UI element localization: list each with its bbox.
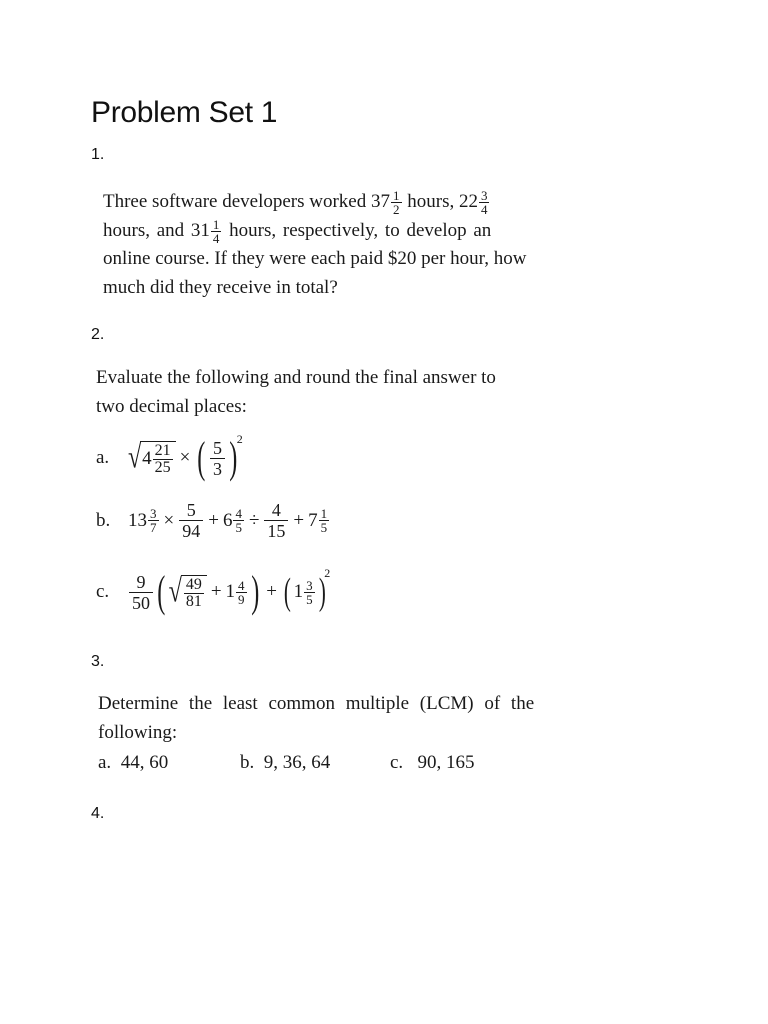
- radicand: [181, 575, 207, 610]
- item-label: c.: [96, 581, 110, 602]
- mixed-number-whole: 4: [142, 448, 152, 469]
- fraction-numerator: 3: [306, 577, 313, 593]
- problem-2-intro-line-1: Evaluate the following and round the final answer to: [96, 367, 496, 388]
- problem-1-line-1: [103, 188, 555, 217]
- lcm-item: [240, 752, 330, 774]
- square-root: [169, 575, 207, 610]
- radical-sign-icon: √: [168, 573, 182, 609]
- fraction-denominator: 15: [267, 521, 286, 541]
- times-operator: ×: [163, 509, 175, 531]
- left-paren-icon: (: [157, 567, 166, 616]
- item-label: a.: [96, 447, 110, 468]
- fraction-numerator: 49: [185, 575, 202, 593]
- exponent: 2: [324, 566, 331, 580]
- square-root: [128, 441, 176, 476]
- plus-operator: +: [210, 581, 222, 602]
- fraction-denominator: 3: [213, 458, 223, 479]
- fraction-numerator: 1: [320, 506, 328, 521]
- mixed-number-whole: 6: [222, 509, 233, 531]
- problem-1-line-3: online course. If they were each paid $20 per hour, how: [103, 248, 527, 269]
- item-label: b.: [240, 752, 255, 773]
- problem-2b-expression: [96, 500, 330, 541]
- problem-3-intro: [98, 690, 535, 747]
- plus-operator: +: [293, 509, 305, 531]
- problem-1-text: [103, 188, 555, 302]
- left-paren-icon: (: [283, 571, 291, 613]
- fraction-denominator: 5: [306, 591, 313, 607]
- fraction-numerator: 5: [179, 500, 203, 521]
- fraction-denominator: 4: [480, 202, 488, 218]
- fraction-denominator: 5: [235, 520, 242, 535]
- problem-1-number: 1.: [91, 146, 105, 163]
- problem-1-line-2: [103, 217, 555, 246]
- right-paren-icon: ): [229, 433, 238, 482]
- problem-2c-expression: [96, 566, 331, 616]
- fraction: [179, 500, 203, 541]
- problem-2-number: 2.: [91, 326, 105, 343]
- fraction-denominator: 2: [393, 202, 400, 218]
- lcm-item: [390, 752, 474, 774]
- fraction-numerator: 3: [150, 506, 157, 521]
- left-paren-icon: (: [197, 433, 206, 482]
- text-fragment: hours, respectively, to develop an: [222, 219, 492, 241]
- fraction: [184, 577, 204, 610]
- mixed-number-whole: 13: [128, 509, 147, 531]
- fraction-numerator: 4: [264, 500, 288, 521]
- mixed-number-whole: 22: [458, 191, 478, 212]
- fraction-numerator: 9: [129, 572, 153, 593]
- fraction: [479, 189, 490, 216]
- lcm-item: [98, 752, 168, 774]
- problem-2-intro-line-2: two decimal places:: [96, 395, 247, 417]
- item-label: a.: [98, 752, 112, 773]
- fraction-numerator: 1: [212, 216, 220, 232]
- fraction-numerator: 3: [480, 188, 488, 204]
- fraction: [304, 579, 315, 606]
- problem-2a-expression: [96, 432, 243, 482]
- fraction: [129, 572, 153, 613]
- fraction-numerator: 4: [235, 506, 242, 521]
- page-title: Problem Set 1: [91, 96, 278, 129]
- fraction-numerator: 4: [238, 577, 245, 593]
- fraction-numerator: 1: [393, 188, 400, 204]
- text-fragment: hours,: [402, 191, 459, 212]
- exponent: 2: [236, 432, 243, 446]
- problem-1-line-4: much did they receive in total?: [103, 276, 338, 298]
- fraction-denominator: 9: [238, 591, 245, 607]
- fraction-denominator: 4: [212, 230, 220, 246]
- problem-2-intro: [96, 364, 556, 421]
- item-label: c.: [390, 752, 404, 773]
- plus-operator: +: [208, 509, 219, 531]
- plus-operator: +: [266, 581, 277, 602]
- item-value: 44, 60: [120, 752, 169, 773]
- fraction-denominator: 7: [150, 520, 157, 535]
- times-operator: ×: [179, 447, 191, 468]
- fraction-denominator: 81: [185, 592, 202, 610]
- text-fragment: hours, and: [103, 219, 191, 241]
- problem-4-number: 4.: [91, 805, 105, 822]
- item-value: 90, 165: [417, 752, 475, 773]
- right-paren-icon: ): [250, 567, 259, 616]
- fraction-denominator: 94: [182, 521, 201, 541]
- problem-3-intro-line-2: following:: [98, 721, 178, 743]
- fraction: [211, 218, 222, 245]
- mixed-number-whole: 7: [308, 509, 318, 531]
- fraction-denominator: 50: [132, 592, 150, 613]
- fraction-denominator: 25: [154, 458, 171, 476]
- problem-3-intro-line-1: Determine the least common multiple (LCM) of the: [98, 693, 535, 714]
- fraction-numerator: 5: [210, 438, 225, 459]
- text-fragment: Three software developers worked: [103, 191, 371, 212]
- fraction: [264, 500, 288, 541]
- fraction: [148, 507, 159, 534]
- radicand: [140, 441, 176, 476]
- fraction: [153, 443, 173, 476]
- mixed-number-whole: 1: [293, 581, 304, 602]
- radical-sign-icon: √: [128, 439, 142, 475]
- fraction-denominator: 5: [320, 520, 328, 535]
- fraction: [236, 579, 247, 606]
- fraction: [210, 438, 225, 479]
- item-value: 9, 36, 64: [263, 752, 331, 773]
- mixed-number-whole: 1: [225, 581, 236, 602]
- divide-operator: ÷: [248, 509, 260, 531]
- fraction: [233, 507, 244, 534]
- mixed-number-whole: 37: [371, 191, 390, 212]
- item-label: b.: [96, 509, 111, 531]
- fraction: [391, 189, 402, 216]
- mixed-number-whole: 31: [190, 219, 210, 241]
- fraction-numerator: 21: [154, 441, 171, 459]
- problem-3-number: 3.: [91, 653, 105, 670]
- right-paren-icon: ): [318, 571, 326, 613]
- fraction: [319, 507, 330, 534]
